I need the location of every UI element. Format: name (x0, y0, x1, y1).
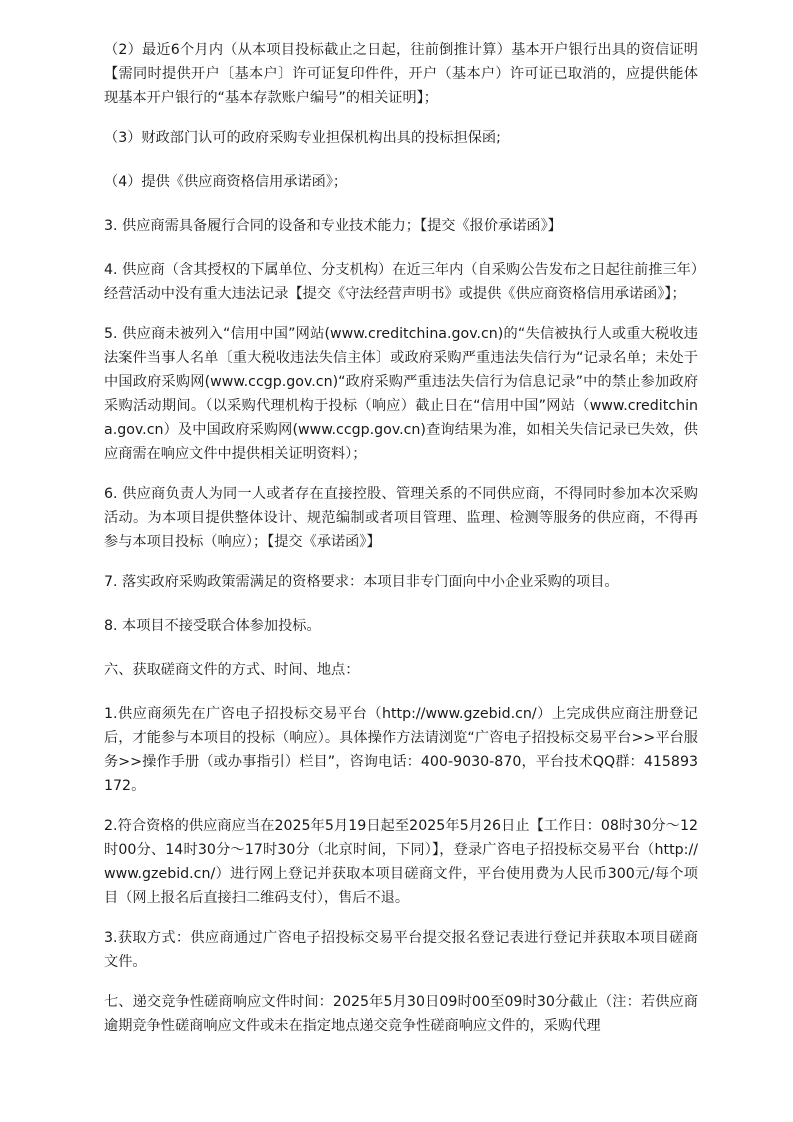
paragraph-item-8: 8. 本项目不接受联合体参加投标。 (104, 618, 321, 634)
paragraph-item-7: 7. 落实政府采购政策需满足的资格要求：本项目非专门面向中小企业采购的项目。 (104, 574, 619, 590)
paragraph-item-5: 5. 供应商未被列入“信用中国”网站(www.creditchina.gov.cn)的“失信被执行人或重大税收违法案件当事人名单〔重大税收违法失信主体〕或政府采购严重违法失信行为“记录名单；未处于中国政府采购网(www.ccgp.gov.cn)“政府采购严重违法失信行为信息记录”中的禁止参加政府采购活动期间。（以采购代理机构于投标（响应）截止日在“信用中国”网站（www.creditchina.gov.cn）及中国政府采购网(www.ccgp.gov.cn)查询结果为准，如相关失信记录已失效，供应商需在响应文件中提供相关证明资料）； (104, 326, 698, 462)
paragraph-qualification-3: （3）财政部门认可的政府采购专业担保机构出具的投标担保函; (104, 130, 501, 146)
paragraph-acquire-3: 3.获取方式：供应商通过广咨电子招投标交易平台提交报名登记表进行登记并获取本项目磋商文件。 (104, 930, 698, 970)
paragraph-item-6: 6. 供应商负责人为同一人或者存在直接控股、管理关系的不同供应商，不得同时参加本次采购活动。为本项目提供整体设计、规范编制或者项目管理、监理、检测等服务的供应商，不得再参与本项目投标（响应）；【提交《承诺函》】 (104, 486, 698, 550)
paragraph-acquire-2: 2.符合资格的供应商应当在2025年5月19日起至2025年5月26日止【工作日：08时30分～12时00分、14时30分～17时30分（北京时间，下同）】，登录广咨电子招投标交易平台（http://www.gzebid.cn/）进行网上登记并获取本项目磋商文件，平台使用费为人民币300元/每个项目（网上报名后直接扫二维码支付），售后不退。 (104, 818, 698, 906)
paragraph-item-4: 4. 供应商（含其授权的下属单位、分支机构）在近三年内（自采购公告发布之日起往前推三年）经营活动中没有重大违法记录【提交《守法经营声明书》或提供《供应商资格信用承诺函》】； (104, 262, 698, 302)
paragraph-item-3: 3. 供应商需具备履行合同的设备和专业技术能力；【提交《报价承诺函》】 (104, 218, 562, 234)
paragraph-qualification-4: （4）提供《供应商资格信用承诺函》； (104, 174, 348, 190)
paragraph-qualification-2: （2）最近6个月内（从本项目投标截止之日起，往前倒推计算）基本开户银行出具的资信证明【需同时提供开户〔基本户〕许可证复印件件，开户（基本户）许可证已取消的，应提供能体现基本开户银行的“基本存款账户编号”的相关证明】； (104, 42, 698, 106)
section-heading-6: 六、获取磋商文件的方式、时间、地点： (104, 662, 360, 678)
paragraph-acquire-1: 1.供应商须先在广咨电子招投标交易平台（http://www.gzebid.cn/）上完成供应商注册登记后，才能参与本项目的投标（响应）。具体操作方法请浏览“广咨电子招投标交易平台>>平台服务>>操作手册（或办事指引）栏目”，咨询电话：400-9030-870，平台技术QQ群：415893172。 (104, 706, 698, 794)
section-heading-7: 七、递交竞争性磋商响应文件时间：2025年5月30日09时00至09时30分截止（注：若供应商逾期竞争性磋商响应文件或未在指定地点递交竞争性磋商响应文件的，采购代理 (104, 994, 698, 1034)
